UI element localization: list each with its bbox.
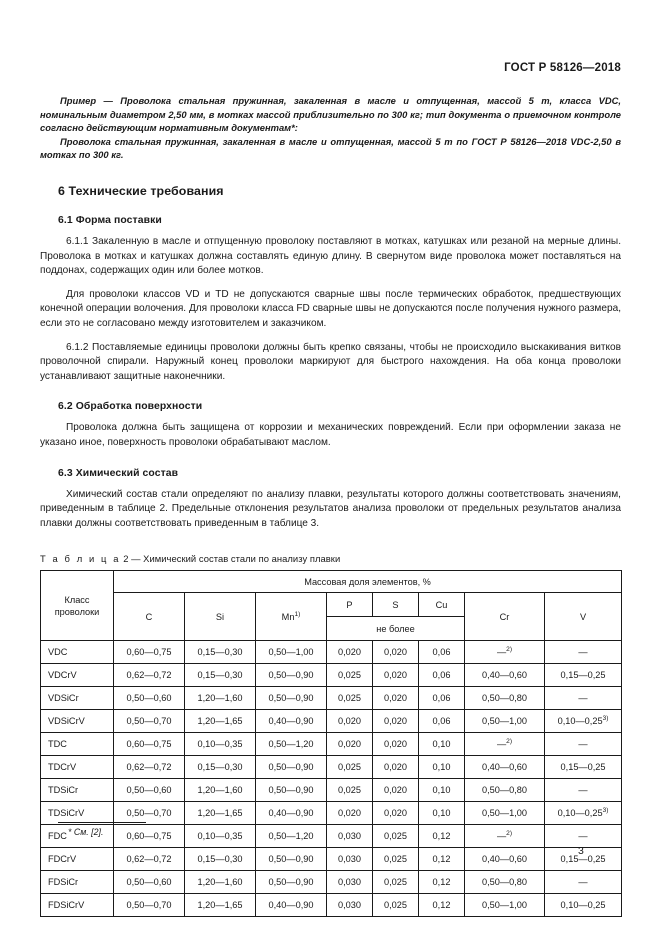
cell-mn: 0,50—0,90 [256,664,327,687]
cell-cr-value: 0,40—0,60 [482,854,527,865]
cell-wire-class: TDSiCr [41,779,114,802]
cell-c: 0,60—0,75 [114,641,185,664]
cell-c: 0,62—0,72 [114,756,185,779]
cell-cr-value: 0,50—0,80 [482,693,527,704]
cell-wire-class: TDCrV [41,756,114,779]
cell-mn: 0,50—0,90 [256,687,327,710]
table-row [41,641,622,664]
cell-v-value: — [578,785,588,796]
table-row [41,848,622,871]
header-col-si: Si [185,593,256,641]
cell-p: 0,025 [327,779,373,802]
table-head [41,571,622,641]
section-6-heading: 6 Технические требования [58,183,224,198]
cell-s: 0,025 [373,894,419,917]
cell-v-value: 0,10—0,25 [557,716,603,727]
cell-cr-value: 0,50—1,00 [482,716,527,727]
cell-v-value: 0,15—0,25 [560,854,606,865]
cell-v [545,802,622,825]
cell-v [545,710,622,733]
table-caption-rest: 2 — Химический состав стали по анализу плавки [123,553,341,565]
cell-c: 0,50—0,70 [114,894,185,917]
cell-c: 0,50—0,70 [114,802,185,825]
cell-c: 0,60—0,75 [114,825,185,848]
cell-s: 0,020 [373,756,419,779]
cell-v-value: 0,10—0,25 [557,808,603,819]
cell-c: 0,50—0,60 [114,779,185,802]
cell-s: 0,020 [373,710,419,733]
cell-cr-value: — [496,831,507,842]
cell-cr-value: 0,50—0,80 [482,785,527,796]
cell-cu: 0,10 [419,802,465,825]
cell-wire-class: VDC [41,641,114,664]
header-class-wire [41,571,114,641]
cell-v-value: 0,15—0,25 [560,670,606,681]
table-row [41,664,622,687]
cell-s: 0,025 [373,848,419,871]
cell-p: 0,020 [327,733,373,756]
header-col-v: V [545,593,622,641]
clause-6-1-2-paragraph: 6.1.2 Поставляемые единицы проволоки должны быть крепко связаны, чтобы не происходило выскакивания витков проволочной спирали. Наружный конец проволоки маркируют для быстрого нахождения. На оба конца проволоки устанавливают защитные наконечники. [40,341,621,382]
table-header-row-1 [41,571,622,593]
cell-wire-class: FDCrV [41,848,114,871]
table-row [41,756,622,779]
cell-cr [465,710,545,733]
header-not-more-than: не более [327,617,465,641]
cell-s: 0,020 [373,733,419,756]
table-row [41,894,622,917]
cell-v [545,687,622,710]
cell-si: 0,10—0,35 [185,733,256,756]
footnote-entry [58,827,358,837]
cell-c: 0,50—0,60 [114,687,185,710]
cell-mn: 0,40—0,90 [256,894,327,917]
cell-mn: 0,50—0,90 [256,871,327,894]
cell-p: 0,025 [327,687,373,710]
cell-cr [465,894,545,917]
cell-cu: 0,12 [419,894,465,917]
cell-cr [465,641,545,664]
cell-cu: 0,12 [419,848,465,871]
cell-cu: 0,06 [419,641,465,664]
cell-si: 0,15—0,30 [185,641,256,664]
table-body [41,641,622,917]
table-row [41,687,622,710]
cell-s: 0,020 [373,664,419,687]
footnote-marker: * [68,827,72,837]
table-row [41,733,622,756]
section-6-1-heading: 6.1 Форма поставки [58,214,162,226]
cell-v-footnote-ref: 3) [602,807,609,815]
cell-s: 0,020 [373,687,419,710]
footnote-block [58,822,358,837]
cell-cr-value: 0,50—1,00 [482,900,527,911]
section-6-3-paragraph: Химический состав стали определяют по анализу плавки, результаты которого должны соответствовать значениям, приведенным в таблице 2. Предельные отклонения результатов анализа проволоки от предельных результатов анализа плавки должны соответствовать приведенным в таблице 3. [40,488,621,529]
clause-6-1-1-paragraph: 6.1.1 Закаленную в масле и отпущенную проволоку поставляют в мотках, катушках или резаной на мерные длины. Проволока в мотках и катушках должна составлять единую длину. В свернутом виде проволока может поставляться на поддонах, содержащих один или более мотков. [40,235,621,277]
cell-cr-value: 0,50—1,00 [482,808,527,819]
footnote-separator [58,822,146,823]
cell-v [545,733,622,756]
cell-si: 1,20—1,65 [185,710,256,733]
cell-cr-footnote-ref: 2) [506,646,513,654]
cell-s: 0,025 [373,871,419,894]
cell-si: 1,20—1,60 [185,779,256,802]
cell-s: 0,025 [373,825,419,848]
cell-cr-value: — [496,647,507,658]
cell-wire-class: TDSiCrV [41,802,114,825]
clause-6-1-1-paragraph-b: Для проволоки классов VD и TD не допускаются сварные швы после термических обработок, предшествующих конечной операции волочения. Для проволоки класса FD сварные швы не допускаются после получения нужного размера, если это не согласовано между изготовителем и заказчиком. [40,288,621,329]
cell-v [545,756,622,779]
cell-p: 0,030 [327,894,373,917]
cell-cu: 0,12 [419,825,465,848]
cell-si: 1,20—1,65 [185,802,256,825]
cell-cu: 0,06 [419,710,465,733]
cell-wire-class: VDSiCr [41,687,114,710]
cell-v-value: — [578,877,588,888]
cell-mn: 0,50—0,90 [256,756,327,779]
header-class-line2: проволоки [54,606,100,617]
cell-cr-footnote-ref: 2) [506,738,513,746]
cell-v [545,779,622,802]
cell-mn: 0,50—1,00 [256,641,327,664]
cell-cu: 0,12 [419,871,465,894]
header-col-mn-label: Mn [281,611,295,622]
header-col-mn [256,593,327,641]
cell-p: 0,020 [327,802,373,825]
cell-si: 1,20—1,60 [185,871,256,894]
cell-cr [465,871,545,894]
cell-p: 0,030 [327,825,373,848]
cell-cu: 0,06 [419,664,465,687]
cell-wire-class: FDSiCr [41,871,114,894]
cell-cr [465,825,545,848]
cell-mn: 0,50—1,20 [256,733,327,756]
cell-si: 1,20—1,65 [185,894,256,917]
cell-p: 0,030 [327,848,373,871]
cell-cr [465,733,545,756]
cell-c: 0,50—0,70 [114,710,185,733]
cell-wire-class: VDSiCrV [41,710,114,733]
cell-v [545,641,622,664]
cell-cr [465,848,545,871]
section-6-2-heading: 6.2 Обработка поверхности [58,401,203,413]
cell-cu: 0,06 [419,687,465,710]
cell-s: 0,020 [373,802,419,825]
cell-si: 0,15—0,30 [185,756,256,779]
page-number: 3 [578,845,584,857]
chemical-composition-table [40,570,622,917]
cell-mn: 0,50—0,90 [256,779,327,802]
header-col-c: C [114,593,185,641]
table-row [41,779,622,802]
header-col-mn-footnote-ref: 1) [294,610,301,618]
cell-cu: 0,10 [419,756,465,779]
cell-si: 0,15—0,30 [185,848,256,871]
cell-wire-class: TDC [41,733,114,756]
cell-wire-class: VDCrV [41,664,114,687]
cell-cr [465,687,545,710]
section-6-3-heading: 6.3 Химический состав [58,467,179,479]
cell-p: 0,025 [327,756,373,779]
cell-c: 0,60—0,75 [114,733,185,756]
header-col-s: S [373,593,419,617]
cell-p: 0,030 [327,871,373,894]
cell-v [545,894,622,917]
table-2-caption [40,553,621,564]
page-content [40,0,621,917]
cell-p: 0,020 [327,710,373,733]
cell-c: 0,50—0,60 [114,871,185,894]
cell-v [545,871,622,894]
cell-mn: 0,50—0,90 [256,848,327,871]
cell-v-value: — [578,739,588,750]
header-col-cr: Cr [465,593,545,641]
cell-cr-value: 0,40—0,60 [482,762,527,773]
cell-cr-value: — [496,739,507,750]
cell-cr [465,664,545,687]
cell-cr-value: 0,40—0,60 [482,670,527,681]
footnote-text-value: См. [2]. [73,827,104,837]
cell-v [545,664,622,687]
cell-s: 0,020 [373,779,419,802]
cell-cu: 0,10 [419,779,465,802]
cell-v-value: — [578,831,588,842]
cell-cr [465,779,545,802]
cell-v-value: 0,10—0,25 [560,900,606,911]
cell-cr-value: 0,50—0,80 [482,877,527,888]
cell-mn: 0,40—0,90 [256,710,327,733]
cell-mn: 0,40—0,90 [256,802,327,825]
table-row [41,710,622,733]
cell-p: 0,020 [327,641,373,664]
table-caption-word: Т а б л и ц а [40,553,121,565]
cell-cr [465,756,545,779]
cell-v-value: — [578,693,588,704]
cell-c: 0,62—0,72 [114,664,185,687]
cell-si: 0,15—0,30 [185,664,256,687]
cell-cr-footnote-ref: 2) [506,830,513,838]
example-block [40,94,621,162]
cell-c: 0,62—0,72 [114,848,185,871]
standard-header: ГОСТ Р 58126—2018 [504,62,621,74]
cell-v-value: — [578,647,588,658]
cell-s: 0,020 [373,641,419,664]
example-paragraph-1: Пример — Проволока стальная пружинная, закаленная в масле и отпущенная, массой 5 т, класса VDC, номинальным диаметром 2,50 мм, в мотках массой приблизительно по 300 кг; тип документа о приемочном контроле согласно действующим нормативным документам*: [40,95,621,134]
cell-wire-class: FDC [41,825,114,848]
table-header-row-2 [41,593,622,617]
cell-v-value: 0,15—0,25 [560,762,606,773]
cell-cu: 0,10 [419,733,465,756]
example-paragraph-2: Проволока стальная пружинная, закаленная в масле и отпущенная, массой 5 т по ГОСТ Р 58126—2018 VDC-2,50 в мотках по 300 кг. [40,135,621,161]
header-mass-fraction-group: Массовая доля элементов, % [114,571,622,593]
cell-cr [465,802,545,825]
header-col-p: P [327,593,373,617]
header-col-cu: Cu [419,593,465,617]
cell-wire-class: FDSiCrV [41,894,114,917]
section-6-2-paragraph: Проволока должна быть защищена от коррозии и механических повреждений. Если при оформлении заказа не указано иное, поверхность проволоки обрабатывают маслом. [40,422,621,448]
cell-p: 0,025 [327,664,373,687]
cell-si: 0,10—0,35 [185,825,256,848]
header-class-line1: Класс [64,594,90,605]
table-row [41,871,622,894]
cell-v-footnote-ref: 3) [602,715,609,723]
cell-si: 1,20—1,60 [185,687,256,710]
cell-mn: 0,50—1,20 [256,825,327,848]
